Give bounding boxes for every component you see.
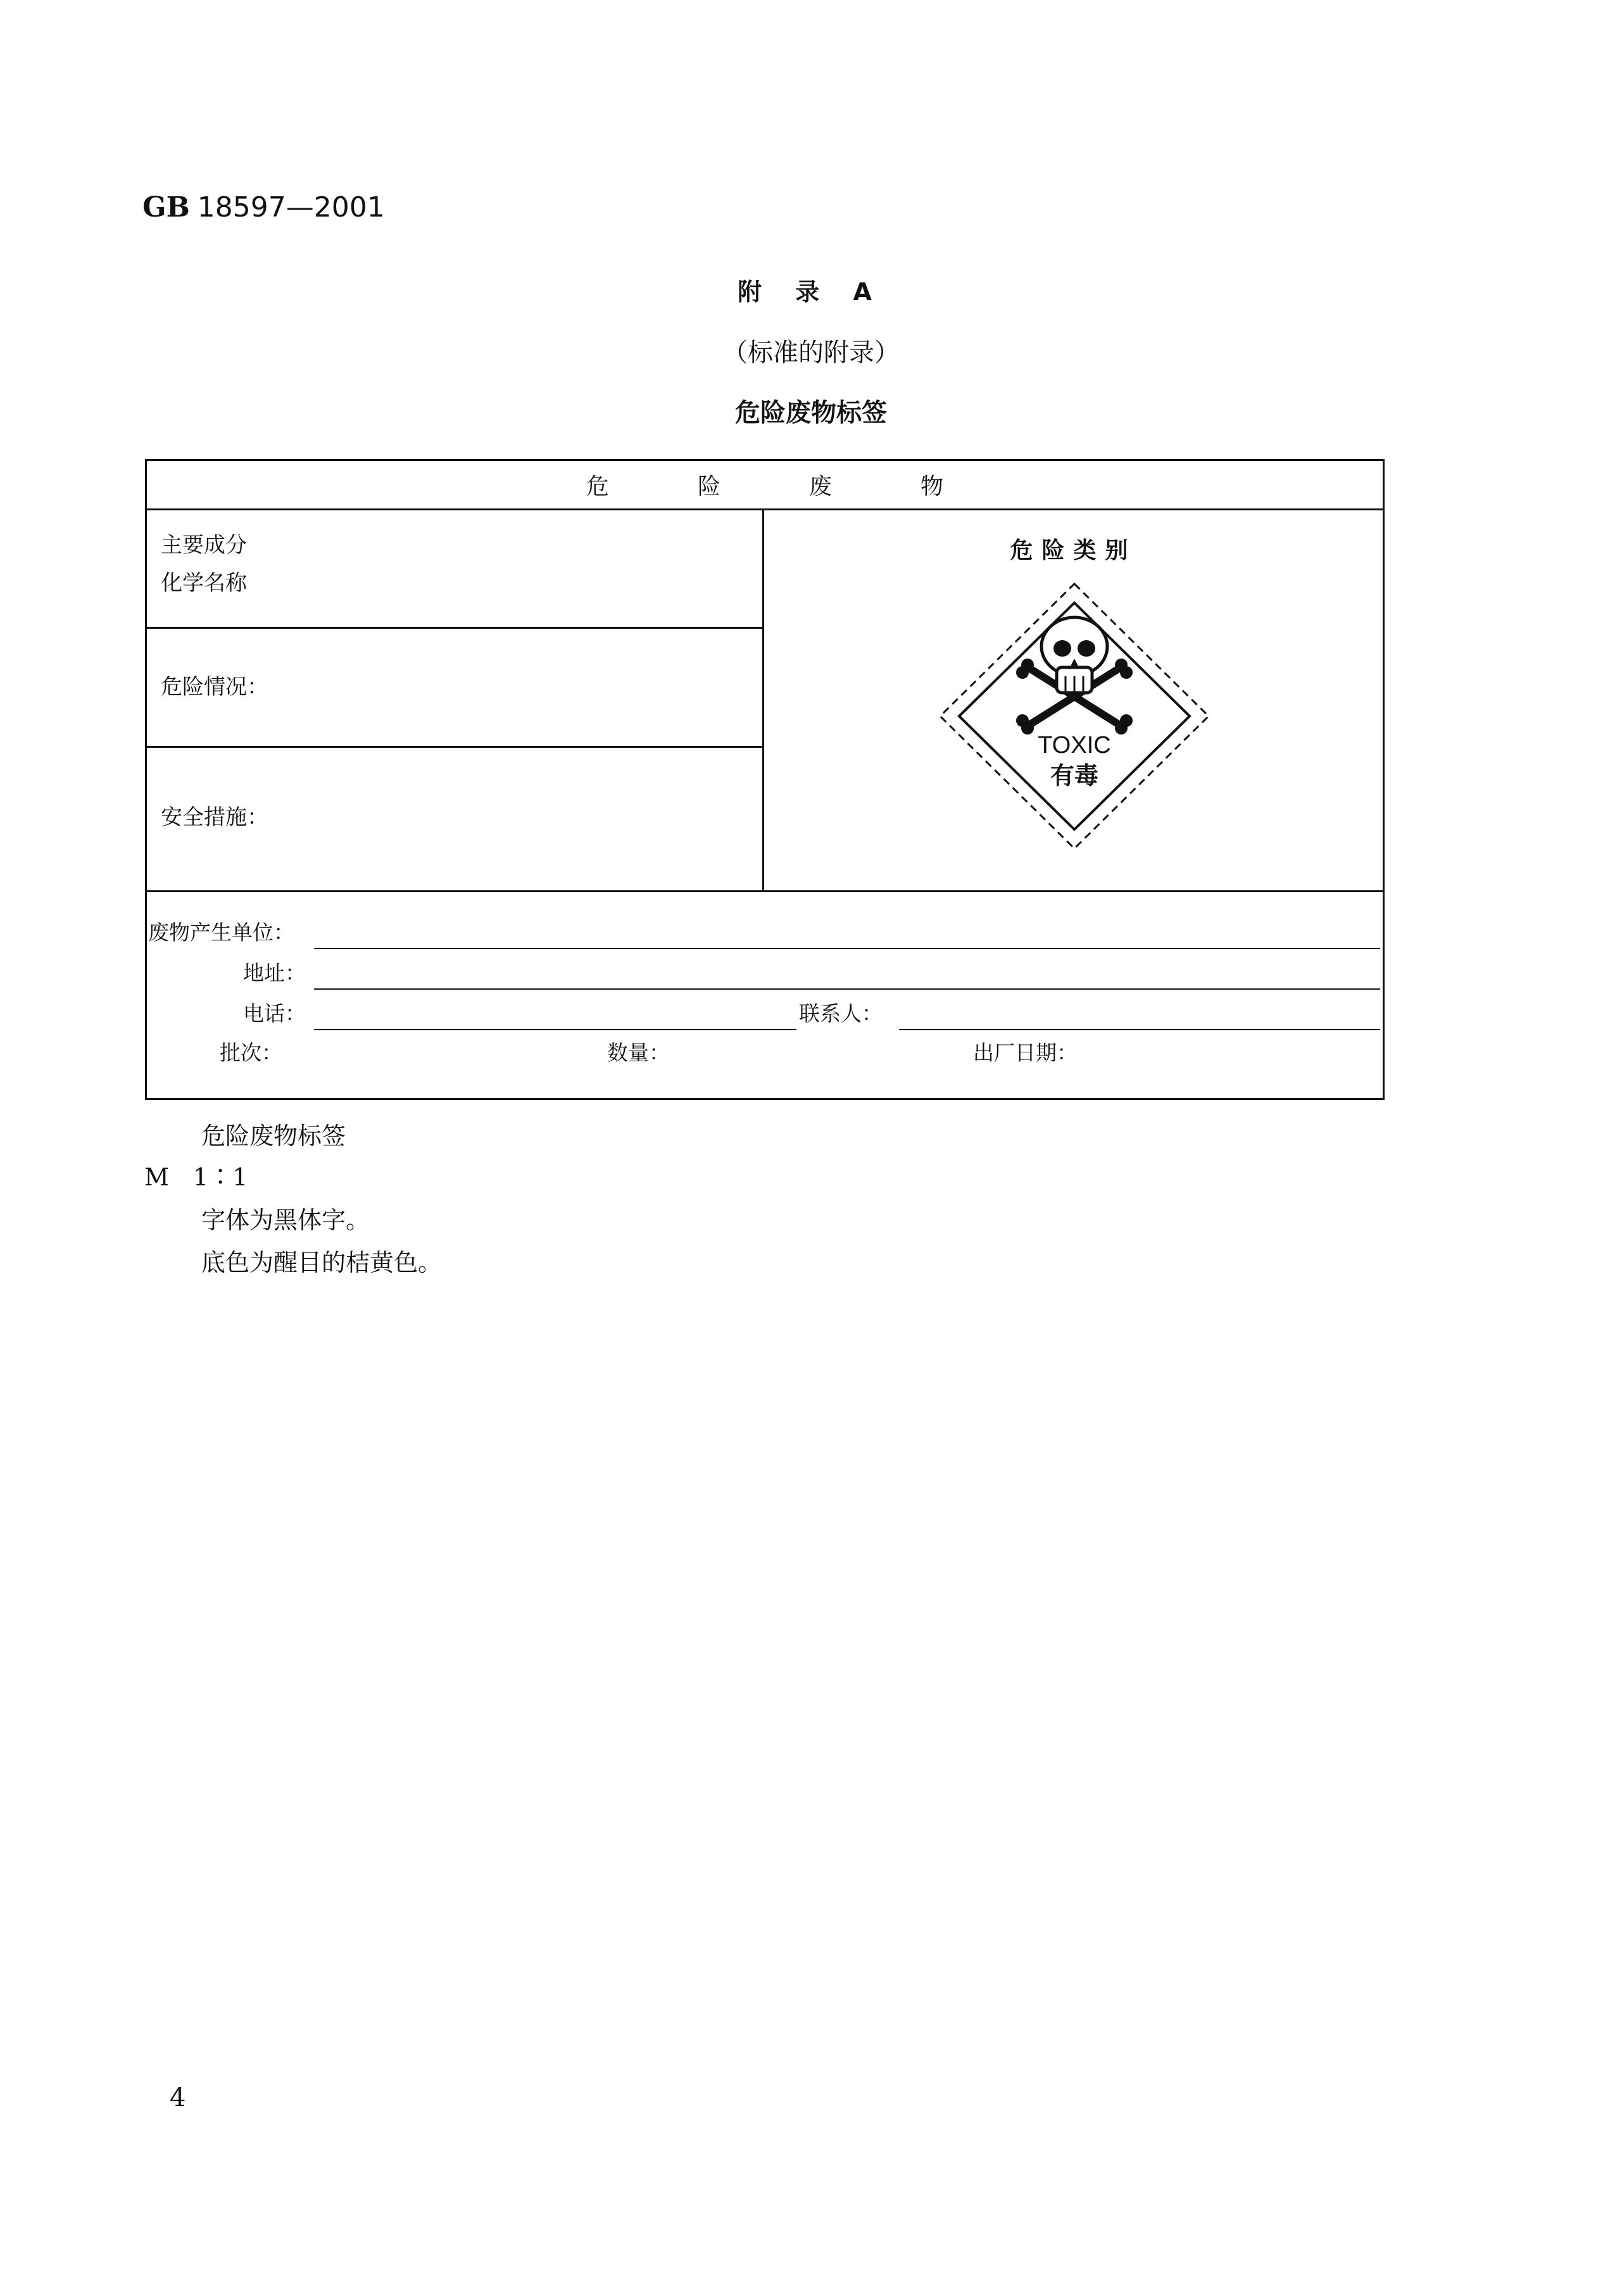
- quantity-label: 数量：: [607, 1040, 670, 1065]
- phone-label: 电话：: [243, 1001, 306, 1026]
- phone-line: [314, 1029, 796, 1030]
- toxic-english-text: TOXIC: [1038, 732, 1111, 759]
- hazardous-waste-label: [145, 459, 1385, 1100]
- components-label: 主要成分: [161, 533, 247, 558]
- font-note: 字体为黑体字。: [201, 1206, 370, 1234]
- batch-label: 批次：: [220, 1040, 282, 1065]
- color-note: 底色为醒目的桔黄色。: [201, 1249, 443, 1277]
- contact-label: 联系人：: [799, 1001, 883, 1026]
- address-line: [314, 988, 1380, 990]
- standard-prefix: GB: [142, 191, 190, 224]
- safety-measures-cell: [147, 748, 762, 890]
- hazard-class-title: 危险类别: [1010, 538, 1137, 564]
- label-header: [147, 461, 1383, 510]
- hazard-situation-label: 危险情况：: [161, 674, 268, 700]
- chemical-name-label: 化学名称: [161, 571, 247, 596]
- producer-line: [314, 948, 1380, 949]
- label-header-char: 物: [921, 474, 944, 500]
- page-number: 4: [170, 2083, 186, 2112]
- scale-note: M 1∶1: [144, 1163, 248, 1191]
- label-header-char: 险: [697, 474, 720, 500]
- safety-measures-label: 安全措施：: [161, 805, 268, 830]
- hazard-situation-cell: [147, 629, 762, 748]
- skull-crossbones-icon: [1016, 617, 1133, 735]
- label-header-char: 危: [586, 474, 609, 500]
- appendix-title: 附 录 A: [738, 278, 884, 306]
- factory-date-label: 出厂日期：: [973, 1040, 1078, 1065]
- producer-info-section: [147, 890, 1383, 1098]
- components-cell: [147, 510, 762, 629]
- contact-line: [899, 1029, 1380, 1030]
- address-label: 地址：: [243, 961, 306, 985]
- label-info-column: [147, 510, 764, 890]
- label-header-char: 废: [809, 474, 833, 500]
- toxic-chinese-text: 有毒: [1050, 762, 1099, 790]
- standard-code: [142, 191, 385, 224]
- standard-number: 18597—2001: [197, 191, 385, 224]
- caption-note: 危险废物标签: [201, 1122, 346, 1150]
- appendix-subtitle: （标准的附录）: [722, 338, 900, 367]
- toxic-diamond-icon: [935, 580, 1214, 852]
- label-title: 危险废物标签: [735, 398, 887, 427]
- hazard-class-column: [764, 510, 1383, 890]
- producer-label: 废物产生单位：: [148, 920, 294, 945]
